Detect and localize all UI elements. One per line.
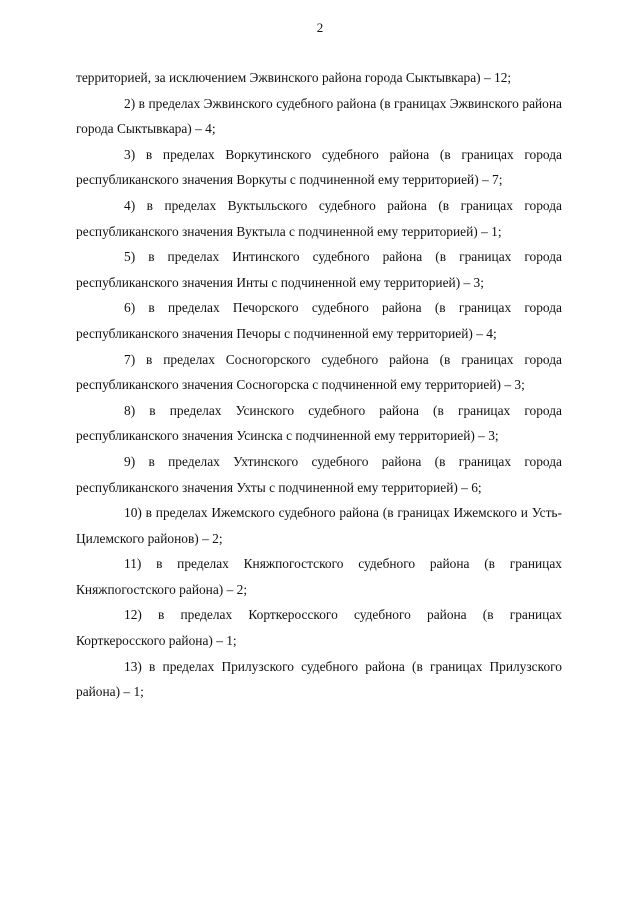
paragraph-item-12: 12) в пределах Корткеросского судебного района (в границах Корткеросского района) – 1; xyxy=(76,607,562,649)
paragraph-item-13: 13) в пределах Прилузского судебного района (в границах Прилузского района) – 1; xyxy=(76,658,562,700)
document-body xyxy=(76,65,562,705)
paragraph-item-8: 8) в пределах Усинского судебного района (в границах города республиканского значения Усинска с подчиненной ему территорией) – 3; xyxy=(76,402,562,444)
paragraph-item-10: 10) в пределах Ижемского судебного района (в границах Ижемского и Усть-Цилемского районов) – 2; xyxy=(76,505,562,546)
paragraph-item-3: 3) в пределах Воркутинского судебного района (в границах города республиканского значения Воркуты с подчиненной ему территорией) – 7; xyxy=(76,146,562,188)
paragraph-item-5: 5) в пределах Интинского судебного района (в границах города республиканского значения Инты с подчиненной ему территорией) – 3; xyxy=(76,249,562,290)
paragraph-item-11: 11) в пределах Княжпогостского судебного района (в границах Княжпогостского района) – 2; xyxy=(76,556,562,597)
paragraph-item-6: 6) в пределах Печорского судебного района (в границах города республиканского значения Печоры с подчиненной ему территорией) – 4; xyxy=(76,300,562,341)
paragraph-item-9: 9) в пределах Ухтинского судебного района (в границах города республиканского значения Ухты с подчиненной ему территорией) – 6; xyxy=(76,453,562,495)
paragraph-item-7: 7) в пределах Сосногорского судебного района (в границах города республиканского значения Сосногорска с подчиненной ему территорией) – 3; xyxy=(76,351,562,393)
paragraph-item-4: 4) в пределах Вуктыльского судебного района (в границах города республиканского значения Вуктыла с подчиненной ему территорией) – 1; xyxy=(76,197,562,239)
paragraph-item-1-continuation: территорией, за исключением Эжвинского района города Сыктывкара) – 12; xyxy=(76,70,512,85)
paragraph-item-2: 2) в пределах Эжвинского судебного района (в границах Эжвинского района города Сыктывкара) – 4; xyxy=(76,95,562,137)
page-number: 2 xyxy=(316,20,324,35)
